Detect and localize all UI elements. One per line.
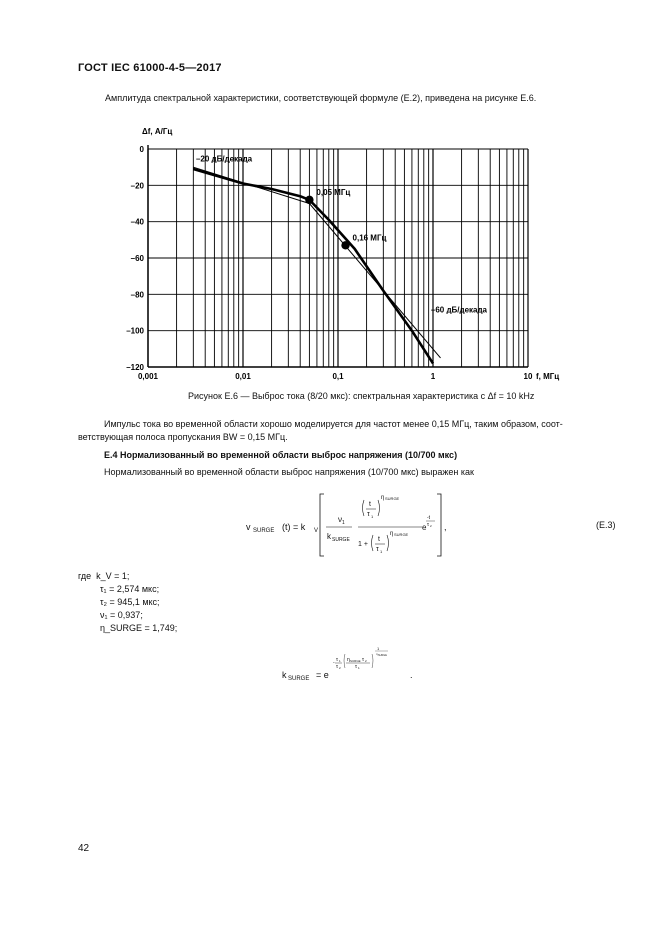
x-tick-label: 0,01 (235, 372, 251, 381)
svg-text:1: 1 (342, 520, 345, 526)
svg-text:η: η (390, 531, 394, 537)
y-tick-label: –20 (130, 181, 144, 191)
svg-text:η: η (376, 652, 378, 656)
y-tick-label: –40 (130, 217, 144, 227)
x-axis-label: f, МГц (536, 372, 560, 381)
svg-text:1: 1 (358, 666, 360, 670)
document-header: ГОСТ IEC 61000-4-5—2017 (78, 62, 222, 74)
x-tick-label: 0,1 (332, 372, 344, 381)
svg-text:τ: τ (427, 522, 429, 528)
para-line-1: Импульс тока во временной области хорошо моделируется для частот менее 0,15 МГц, таким образом, соот- (104, 419, 563, 429)
x-tick-label: 0,001 (137, 372, 159, 381)
y-tick-label: –80 (130, 290, 144, 300)
eq-k-sub: SURGE (332, 537, 350, 543)
ksurge-dot: . (410, 670, 413, 680)
where-item-0: k_V = 1; (96, 571, 130, 581)
body-paragraph-1 (78, 418, 624, 444)
y-tick-label: –100 (126, 326, 144, 336)
svg-text:t: t (378, 536, 380, 543)
eq-comma: , (444, 522, 447, 532)
where-item-2: τ₂ = 945,1 мкс; (100, 597, 160, 607)
x-tick-label: 10 (523, 372, 533, 381)
eq-t-num: t (369, 501, 371, 508)
svg-text:1: 1 (380, 549, 383, 554)
svg-text:τ: τ (336, 657, 338, 663)
svg-text:τ: τ (336, 664, 338, 670)
svg-text:1: 1 (377, 646, 380, 651)
body-paragraph-2: Нормализованный во временной области выброс напряжения (10/700 мкс) выражен как (104, 467, 474, 477)
eq-eta: η (381, 495, 385, 501)
annotation-label: –60 дБ/декада (430, 305, 488, 315)
section-title: Е.4 Нормализованный во временной области выброс напряжения (10/700 мкс) (104, 450, 458, 460)
svg-text:-: - (333, 660, 335, 666)
where-item-1: τ₁ = 2,574 мкс; (100, 584, 160, 594)
x-tick-label: 1 (430, 372, 436, 381)
eq-nu1: ν (338, 515, 342, 524)
svg-text:SURGE: SURGE (350, 659, 361, 663)
para-line-2: ветствующая полоса пропускания BW = 0,15 МГц. (78, 432, 288, 442)
eq-lhs-sub: SURGE (253, 528, 275, 534)
eq-one-plus: 1 + (358, 541, 368, 548)
svg-text:SURGE: SURGE (378, 654, 387, 657)
y-tick-label: –120 (126, 363, 144, 372)
y-tick-label: –60 (130, 254, 144, 263)
svg-text:2: 2 (430, 524, 432, 528)
intro-paragraph: Амплитуда спектральной характеристики, соответствующей формуле (Е.2), приведена на рисунке Е.6. (105, 93, 537, 103)
data-point (341, 241, 349, 249)
point-label: 0,16 МГц (352, 233, 387, 243)
annotation-label: –20 дБ/декада (195, 154, 253, 164)
where-item-3: ν₁ = 0,937; (100, 610, 143, 620)
eq-minus-t: -t (427, 515, 431, 521)
svg-text:SURGE: SURGE (394, 532, 409, 537)
svg-text:τ: τ (362, 657, 364, 663)
eq-t: (t) = k (282, 522, 306, 532)
data-point (305, 196, 313, 204)
ksurge-sub: SURGE (288, 676, 310, 682)
equation-e3 (240, 486, 460, 562)
svg-text:τ: τ (355, 664, 357, 670)
svg-text:τ: τ (376, 546, 379, 553)
page-number: 42 (78, 843, 90, 854)
svg-text:2: 2 (339, 666, 341, 670)
y-axis-label: Δf, А/Гц (142, 127, 173, 136)
chart-grid (148, 149, 528, 367)
eq-kv-sub: V (314, 528, 319, 534)
where-block (78, 570, 177, 635)
figure-caption: Рисунок Е.6 — Выброс тока (8/20 мкс): спектральная характеристика с Δf = 10 kHz (188, 391, 535, 401)
ksurge-formula (280, 640, 430, 686)
spectrum-chart (100, 108, 580, 390)
eq-lhs: v (246, 522, 251, 532)
chart-labels (126, 127, 559, 381)
svg-text:η: η (347, 657, 350, 663)
point-label: 0,05 МГц (316, 187, 351, 197)
eq-tau: τ (367, 511, 370, 518)
ksurge-eq: = e (316, 670, 329, 680)
ksurge-lhs: k (282, 670, 287, 680)
eq-k: k (327, 532, 331, 541)
equation-number: (Е.3) (596, 520, 616, 530)
svg-text:1: 1 (371, 514, 374, 519)
where-row-0 (78, 570, 177, 583)
y-tick-label: 0 (139, 145, 144, 154)
eq-e: e (422, 523, 427, 532)
where-item-4: η_SURGE = 1,749; (100, 623, 178, 633)
where-label: где (78, 571, 92, 581)
eq-eta-sub: SURGE (385, 496, 400, 501)
svg-text:2: 2 (365, 659, 367, 663)
svg-text:1: 1 (339, 659, 341, 663)
